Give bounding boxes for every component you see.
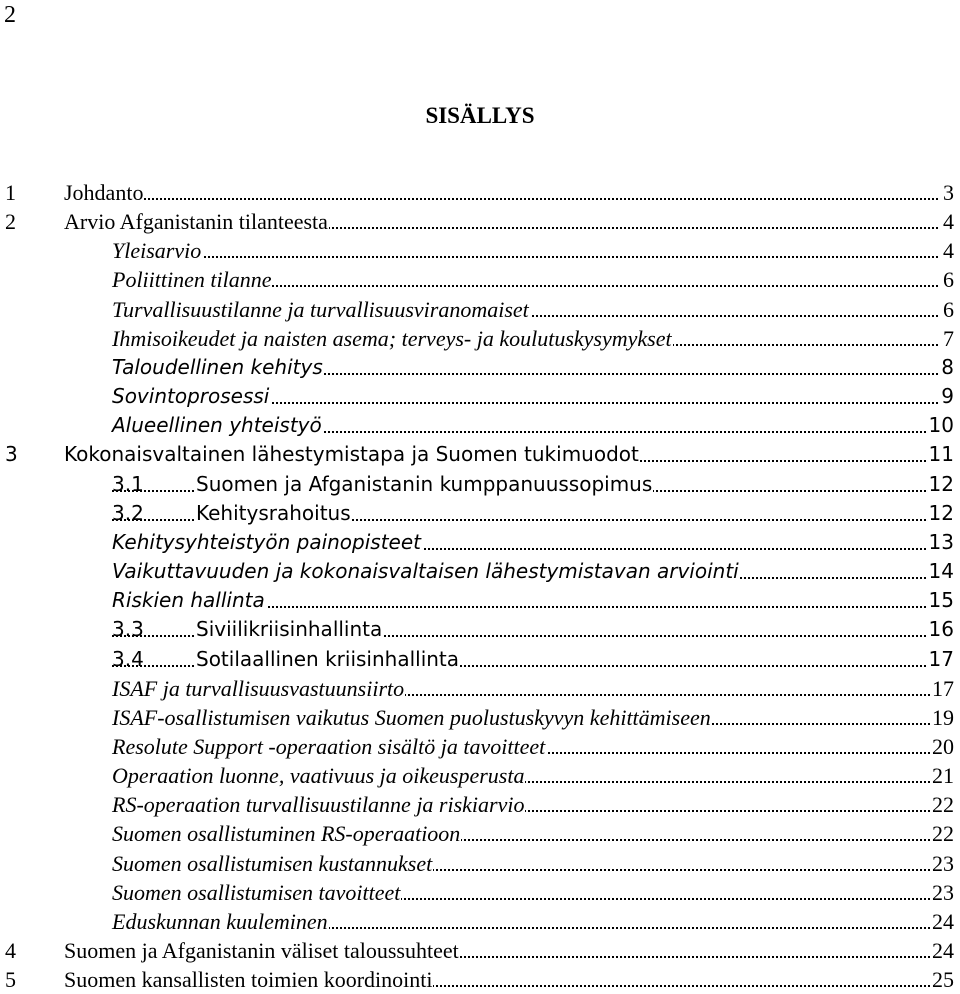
- toc-entry-page: 6: [941, 295, 954, 324]
- toc-entry-page: 10: [927, 411, 954, 440]
- toc-entry-page: 23: [930, 849, 954, 878]
- toc-entry-label: Suomen ja Afganistanin kumppanuussopimus: [196, 470, 653, 499]
- toc-entry[interactable]: [0, 528, 960, 557]
- toc-entry-page: 9: [939, 382, 954, 411]
- toc-entry[interactable]: [0, 586, 960, 615]
- toc-entry[interactable]: [0, 324, 960, 353]
- toc-entry-label: Suomen osallistumisen tavoitteet: [112, 878, 401, 907]
- toc-entry-label: Turvallisuustilanne ja turvallisuusviranomaiset: [112, 295, 530, 324]
- toc-entry[interactable]: [0, 732, 960, 761]
- toc-entry[interactable]: [0, 557, 960, 586]
- toc-entry-page: 8: [939, 353, 954, 382]
- toc-entry-label: Kehitysyhteistyön painopisteet: [112, 528, 422, 557]
- toc-entry[interactable]: [0, 849, 960, 878]
- toc-entry-label: Alueellinen yhteistyö: [112, 411, 323, 440]
- toc-entry[interactable]: [0, 674, 960, 703]
- toc-entry[interactable]: [0, 470, 960, 499]
- toc-entry-page: 20: [930, 732, 954, 761]
- toc-entry-label: RS-operaation turvallisuustilanne ja riskiarvio: [112, 790, 525, 819]
- toc-entry[interactable]: [0, 295, 960, 324]
- toc-entry[interactable]: [0, 178, 960, 207]
- toc-entry-label: Suomen kansallisten toimien koordinointi: [64, 965, 433, 994]
- toc-entry-page: 3: [941, 178, 954, 207]
- toc-entry[interactable]: [0, 761, 960, 790]
- toc-entry-label: ISAF ja turvallisuusvastuunsiirto: [112, 674, 405, 703]
- toc-entry[interactable]: [0, 265, 960, 294]
- toc-entry-page: 4: [941, 207, 954, 236]
- toc-entry-label: Poliittinen tilanne: [112, 265, 272, 294]
- toc-entry[interactable]: [0, 207, 960, 236]
- toc-entry-label: Johdanto: [64, 178, 144, 207]
- page-number: 2: [4, 2, 16, 28]
- toc-dot-leader: [112, 256, 938, 258]
- toc-entry-page: 4: [941, 236, 954, 265]
- toc-entry-label: Taloudellinen kehitys: [112, 353, 324, 382]
- toc-entry-page: 13: [927, 528, 954, 557]
- toc-entry-number: 3.3: [112, 617, 144, 642]
- toc-entry-page: 7: [941, 324, 954, 353]
- toc-entry-label: Ihmisoikeudet ja naisten asema; terveys- ja koulutuskysymykset: [112, 324, 673, 353]
- toc-entry-page: 14: [927, 557, 954, 586]
- toc-entry-label: Kokonaisvaltainen lähestymistapa ja Suomen tukimuodot: [64, 440, 640, 469]
- toc-title: [0, 102, 960, 130]
- toc-entry-page: 21: [930, 761, 954, 790]
- toc-dot-leader: [64, 198, 938, 200]
- toc-title-text: SISÄLLYS: [425, 103, 535, 128]
- toc-entry[interactable]: [0, 499, 960, 528]
- toc-entry[interactable]: [0, 645, 960, 674]
- toc-entry-label: Yleisarvio: [112, 236, 202, 265]
- toc-entry[interactable]: [0, 936, 960, 965]
- toc-entry-label: Resolute Support -operaation sisältö ja tavoitteet: [112, 732, 546, 761]
- toc-entry-label: Operaation luonne, vaativuus ja oikeusperusta: [112, 761, 525, 790]
- toc-entry[interactable]: [0, 965, 960, 994]
- toc-entry[interactable]: [0, 440, 960, 469]
- toc-entry-number: 4: [5, 938, 16, 964]
- toc-entry-number: 3.2: [112, 500, 144, 525]
- toc-entry[interactable]: [0, 878, 960, 907]
- toc-entry-label: Suomen ja Afganistanin väliset taloussuhteet: [64, 936, 460, 965]
- toc-entry-number: 3.1: [112, 471, 144, 496]
- toc-entry-label: Sotilaallinen kriisinhallinta: [196, 645, 460, 674]
- toc-entry-page: 22: [930, 819, 954, 848]
- toc-entry[interactable]: [0, 236, 960, 265]
- toc-entry[interactable]: [0, 703, 960, 732]
- toc-entry-page: 15: [927, 586, 954, 615]
- toc-entry[interactable]: [0, 382, 960, 411]
- toc-entry-page: 6: [941, 265, 954, 294]
- toc-entry-number: 3.4: [112, 646, 144, 671]
- toc-entry[interactable]: [0, 819, 960, 848]
- toc-entry[interactable]: [0, 790, 960, 819]
- toc-entry-label: Arvio Afganistanin tilanteesta: [64, 207, 329, 236]
- toc-entry-page: 23: [930, 878, 954, 907]
- toc-entry[interactable]: [0, 353, 960, 382]
- toc-entry-page: 12: [927, 470, 954, 499]
- toc-entry[interactable]: [0, 907, 960, 936]
- toc-entry-number: 5: [5, 967, 16, 993]
- toc-entry-page: 22: [930, 790, 954, 819]
- toc-entry-number: 3: [5, 442, 18, 467]
- toc-entry-label: Kehitysrahoitus: [196, 499, 352, 528]
- toc-entry-page: 25: [930, 965, 954, 994]
- toc-entry-label: Eduskunnan kuuleminen: [112, 907, 329, 936]
- toc-entry-page: 11: [927, 440, 954, 469]
- toc-entry-page: 12: [927, 499, 954, 528]
- toc-entry-page: 17: [930, 674, 954, 703]
- toc-entry-label: Suomen osallistumisen kustannukset: [112, 849, 433, 878]
- toc-entry-label: Vaikuttavuuden ja kokonaisvaltaisen lähestymistavan arviointi: [112, 557, 740, 586]
- toc-entry-page: 24: [930, 936, 954, 965]
- toc-entry[interactable]: [0, 411, 960, 440]
- toc-entry-label: Suomen osallistuminen RS-operaatioon: [112, 819, 461, 848]
- table-of-contents: [0, 178, 960, 994]
- toc-entry-label: ISAF-osallistumisen vaikutus Suomen puolustuskyvyn kehittämiseen: [112, 703, 712, 732]
- toc-entry[interactable]: [0, 615, 960, 644]
- toc-entry-page: 17: [927, 645, 954, 674]
- toc-entry-number: 2: [5, 209, 16, 235]
- toc-entry-number: 1: [5, 180, 16, 205]
- toc-entry-label: Siviilikriisinhallinta: [196, 615, 383, 644]
- toc-entry-page: 16: [927, 615, 954, 644]
- toc-entry-page: 24: [930, 907, 954, 936]
- toc-entry-label: Riskien hallinta: [112, 586, 266, 615]
- toc-entry-label: Sovintoprosessi: [112, 382, 270, 411]
- toc-entry-page: 19: [930, 703, 954, 732]
